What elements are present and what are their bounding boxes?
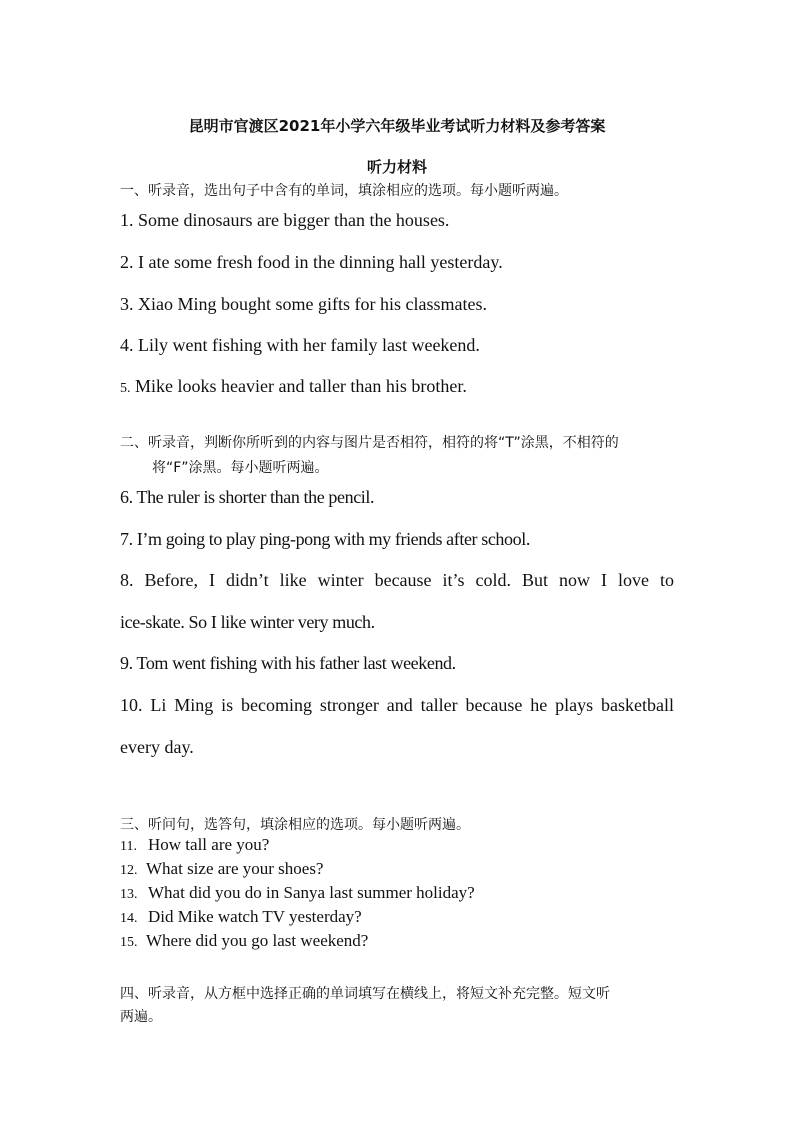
- item-text: Some dinosaurs are bigger than the houses.: [138, 210, 450, 230]
- item-number: 11.: [120, 839, 137, 854]
- item-number: 12.: [120, 863, 138, 878]
- item-text: What size are your shoes?: [146, 859, 324, 878]
- section2-item: 7. I’m going to play ping-pong with my friends after school.: [120, 529, 530, 549]
- item-number: 3.: [120, 294, 134, 314]
- section1-item: [120, 294, 487, 315]
- section3-heading: 三、听问句，选答句，填涂相应的选项。每小题听两遍。: [120, 817, 470, 833]
- item-text: I ate some fresh food in the dinning hall yesterday.: [138, 252, 503, 272]
- section3-item: [120, 931, 368, 951]
- section4-heading-line1: 四、听录音，从方框中选择正确的单词填写在横线上，将短文补充完整。短文听: [120, 986, 610, 1002]
- item-number: 14.: [120, 911, 138, 926]
- item-text: What did you do in Sanya last summer holiday?: [148, 883, 475, 902]
- item-number: 5.: [120, 381, 131, 396]
- document-subtitle: 听力材料: [366, 158, 427, 176]
- item-number: 1.: [120, 210, 134, 230]
- item-text: Where did you go last weekend?: [146, 931, 369, 950]
- section2-item-line1: 10. Li Ming is becoming stronger and taller because he plays basketball: [120, 695, 674, 715]
- section1-item: [120, 210, 449, 231]
- item-text: Lily went fishing with her family last weekend.: [138, 335, 480, 355]
- item-number: 13.: [120, 887, 138, 902]
- item-number: 4.: [120, 335, 134, 355]
- section2-item-line1: 8. Before, I didn’t like winter because it’s cold. But now I love to: [120, 570, 674, 590]
- section4-heading-line2: 两遍。: [120, 1009, 162, 1025]
- section3-item: [120, 835, 269, 855]
- section1-item: [120, 335, 480, 356]
- section2-item: 9. Tom went fishing with his father last weekend.: [120, 653, 456, 673]
- item-text: Mike looks heavier and taller than his brother.: [135, 376, 467, 396]
- section1-item: [120, 252, 503, 273]
- section3-item: [120, 883, 475, 903]
- item-number: 15.: [120, 935, 138, 950]
- section1-heading: 一、听录音，选出句子中含有的单词，填涂相应的选项。每小题听两遍。: [120, 183, 568, 199]
- section2-heading-line2: 将“F”涂黑。每小题听两遍。: [152, 460, 329, 476]
- item-text: Did Mike watch TV yesterday?: [148, 907, 362, 926]
- item-text: How tall are you?: [148, 835, 270, 854]
- section2-item-line2: every day.: [120, 737, 194, 757]
- section1-item: [120, 376, 467, 397]
- item-text: Xiao Ming bought some gifts for his classmates.: [138, 294, 487, 314]
- section2-item: 6. The ruler is shorter than the pencil.: [120, 487, 375, 507]
- document-title: 昆明市官渡区2021年小学六年级毕业考试听力材料及参考答案: [188, 117, 606, 135]
- item-number: 2.: [120, 252, 134, 272]
- section3-item: [120, 859, 323, 879]
- section2-item-line2: ice-skate. So I like winter very much.: [120, 612, 375, 632]
- section2-heading-line1: 二、听录音，判断你所听到的内容与图片是否相符，相符的将“T”涂黑，不相符的: [120, 435, 619, 451]
- section3-item: [120, 907, 362, 927]
